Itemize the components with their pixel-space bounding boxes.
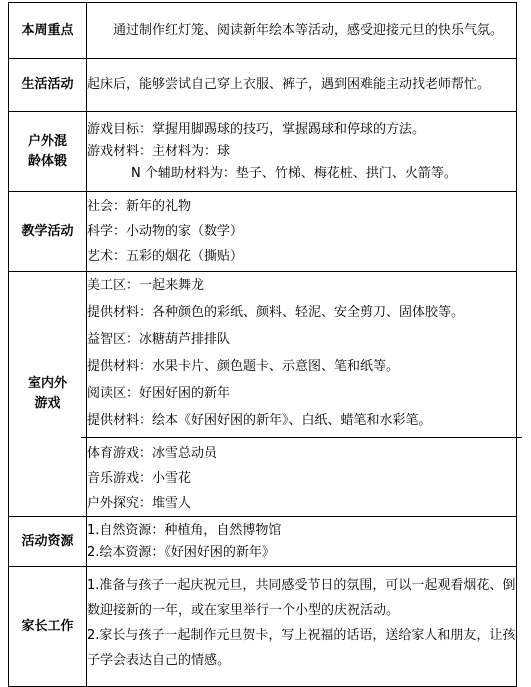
life-text: 起床后，能够尝试自己穿上衣服、裤子，遇到困难能主动找老师帮忙。 bbox=[87, 77, 491, 92]
label-outdoor-line1: 户外混 bbox=[27, 133, 67, 149]
outdoor-game: 音乐游戏：小雪花 bbox=[87, 471, 192, 486]
indoor-area: 益智区：冰糖葫芦排排队 bbox=[87, 332, 231, 347]
row-family bbox=[9, 567, 517, 687]
focus-text: 通过制作红灯笼、阅读新年绘本等活动，感受迎接元旦的快乐气氛。 bbox=[113, 22, 504, 38]
row-indoor bbox=[9, 272, 517, 517]
indoor-area: 美工区：一起来舞龙 bbox=[87, 278, 205, 293]
family-item: 1.准备与孩子一起庆祝元旦，共同感受节日的氛围，可以一起观看烟花、倒数迎接新的一年，或在家里举行一个小型的庆祝活动。 bbox=[87, 578, 516, 618]
label-teaching: 教学活动 bbox=[9, 192, 87, 272]
content-family bbox=[87, 567, 517, 687]
indoor-area: 阅读区：好困好困的新年 bbox=[87, 386, 231, 401]
label-life: 生活活动 bbox=[9, 59, 87, 112]
indoor-area: 提供材料：各种颜色的彩纸、颜料、轻泥、安全剪刀、固体胶等。 bbox=[87, 305, 465, 320]
label-indoor-line1: 室内外 bbox=[27, 376, 67, 391]
outdoor-game: 体育游戏：冰雪总动员 bbox=[87, 446, 218, 461]
outdoor-main-material: 游戏材料：主材料为：球 bbox=[87, 143, 231, 159]
label-indoor bbox=[9, 272, 87, 517]
row-resources bbox=[9, 517, 517, 567]
teaching-item: 社会：新年的礼物 bbox=[87, 199, 192, 214]
row-outdoor bbox=[9, 112, 517, 192]
label-resources: 活动资源 bbox=[9, 517, 87, 567]
content-indoor bbox=[87, 272, 517, 517]
content-resources bbox=[87, 517, 517, 567]
content-teaching bbox=[87, 192, 517, 272]
indoor-area: 提供材料：水果卡片、颜色题卡、示意图、笔和纸等。 bbox=[87, 359, 400, 374]
label-indoor-line2: 游戏 bbox=[34, 396, 61, 411]
content-life bbox=[87, 59, 517, 112]
label-outdoor-line2: 龄体锻 bbox=[27, 153, 67, 169]
label-family: 家长工作 bbox=[9, 567, 87, 687]
content-focus bbox=[87, 3, 517, 59]
outdoor-goal: 游戏目标：掌握用脚踢球的技巧，掌握踢球和停球的方法。 bbox=[87, 121, 426, 137]
content-outdoor bbox=[87, 112, 517, 192]
indoor-area: 提供材料：绘本《好困好困的新年》、白纸、蜡笔和水彩笔。 bbox=[87, 413, 432, 428]
row-focus bbox=[9, 3, 517, 59]
resource-item: 1.自然资源：种植角，自然博物馆 bbox=[87, 522, 282, 538]
row-teaching bbox=[9, 192, 517, 272]
teaching-item: 艺术：五彩的烟花（撕贴） bbox=[87, 249, 244, 264]
weekly-plan-table bbox=[8, 2, 517, 687]
family-item: 2.家长与孩子一起制作元旦贺卡，写上祝福的话语，送给家人和朋友，让孩子学会表达自己的情感。 bbox=[87, 628, 516, 668]
outdoor-aux-material: N 个辅助材料为：垫子、竹梯、梅花桩、拱门、火箭等。 bbox=[131, 165, 457, 181]
label-outdoor bbox=[9, 112, 87, 192]
row-life bbox=[9, 59, 517, 112]
resource-item: 2.绘本资源：《好困好困的新年》 bbox=[87, 544, 275, 560]
outdoor-games-section bbox=[81, 437, 522, 516]
teaching-item: 科学：小动物的家（数学） bbox=[87, 224, 244, 239]
label-focus: 本周重点 bbox=[9, 3, 87, 59]
outdoor-game: 户外探究：堆雪人 bbox=[87, 496, 192, 511]
